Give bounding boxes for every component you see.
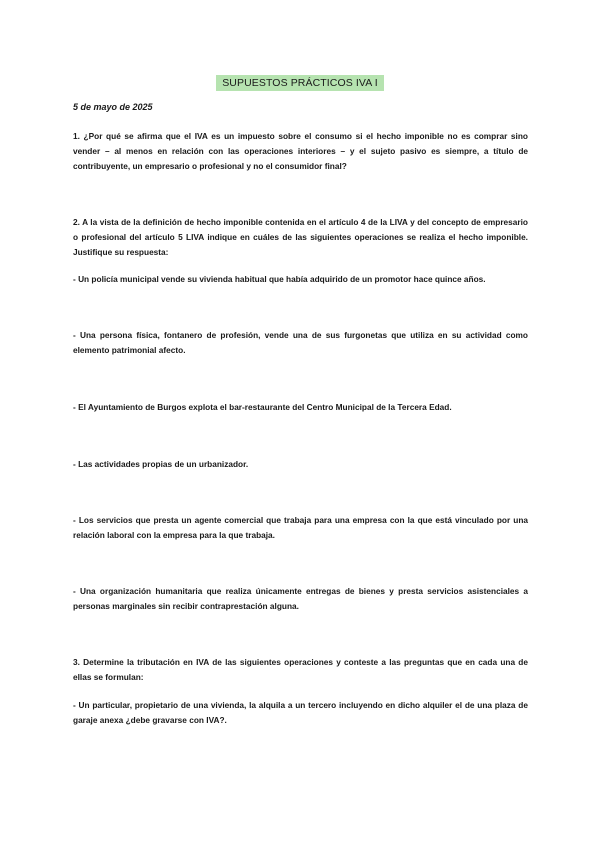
question-1: 1. ¿Por qué se afirma que el IVA es un impuesto sobre el consumo si el hecho imponible no es comprar sino vender – al menos en relación con las operaciones interiores – y el sujeto pasivo es siempre, a título de contribuyente, un empresario o profesional y no el consumidor final? bbox=[73, 131, 528, 171]
question-3: 3. Determine la tributación en IVA de las siguientes operaciones y conteste a las preguntas que en cada una de ellas se formulan: bbox=[73, 657, 528, 682]
q2-item-2: - Una persona física, fontanero de profesión, vende una de sus furgonetas que utiliza en su actividad como elemento patrimonial afecto. bbox=[73, 330, 528, 355]
q2-item-5: - Los servicios que presta un agente comercial que trabaja para una empresa con la que está vinculado por una relación laboral con la empresa para la que trabaja. bbox=[73, 515, 528, 540]
document-title: SUPUESTOS PRÁCTICOS IVA I bbox=[216, 75, 384, 91]
title-wrapper bbox=[0, 73, 600, 91]
q2-item-3: - El Ayuntamiento de Burgos explota el bar-restaurante del Centro Municipal de la Tercera Edad. bbox=[73, 402, 452, 412]
q3-item-1: - Un particular, propietario de una vivienda, la alquila a un tercero incluyendo en dicho alquiler el de una plaza de garaje anexa ¿debe gravarse con IVA?. bbox=[73, 700, 528, 725]
q2-item-1: - Un policía municipal vende su vivienda habitual que había adquirido de un promotor hace quince años. bbox=[73, 274, 486, 284]
q2-item-4: - Las actividades propias de un urbanizador. bbox=[73, 459, 249, 469]
document-date: 5 de mayo de 2025 bbox=[73, 102, 153, 112]
question-2: 2. A la vista de la definición de hecho imponible contenida en el artículo 4 de la LIVA y del concepto de empresario o profesional del artículo 5 LIVA indique en cuáles de las siguientes operaciones se realiza el hecho imponible. Justifique su respuesta: bbox=[73, 217, 528, 257]
q2-item-6: - Una organización humanitaria que realiza únicamente entregas de bienes y presta servicios asistenciales a personas marginales sin recibir contraprestación alguna. bbox=[73, 586, 528, 611]
